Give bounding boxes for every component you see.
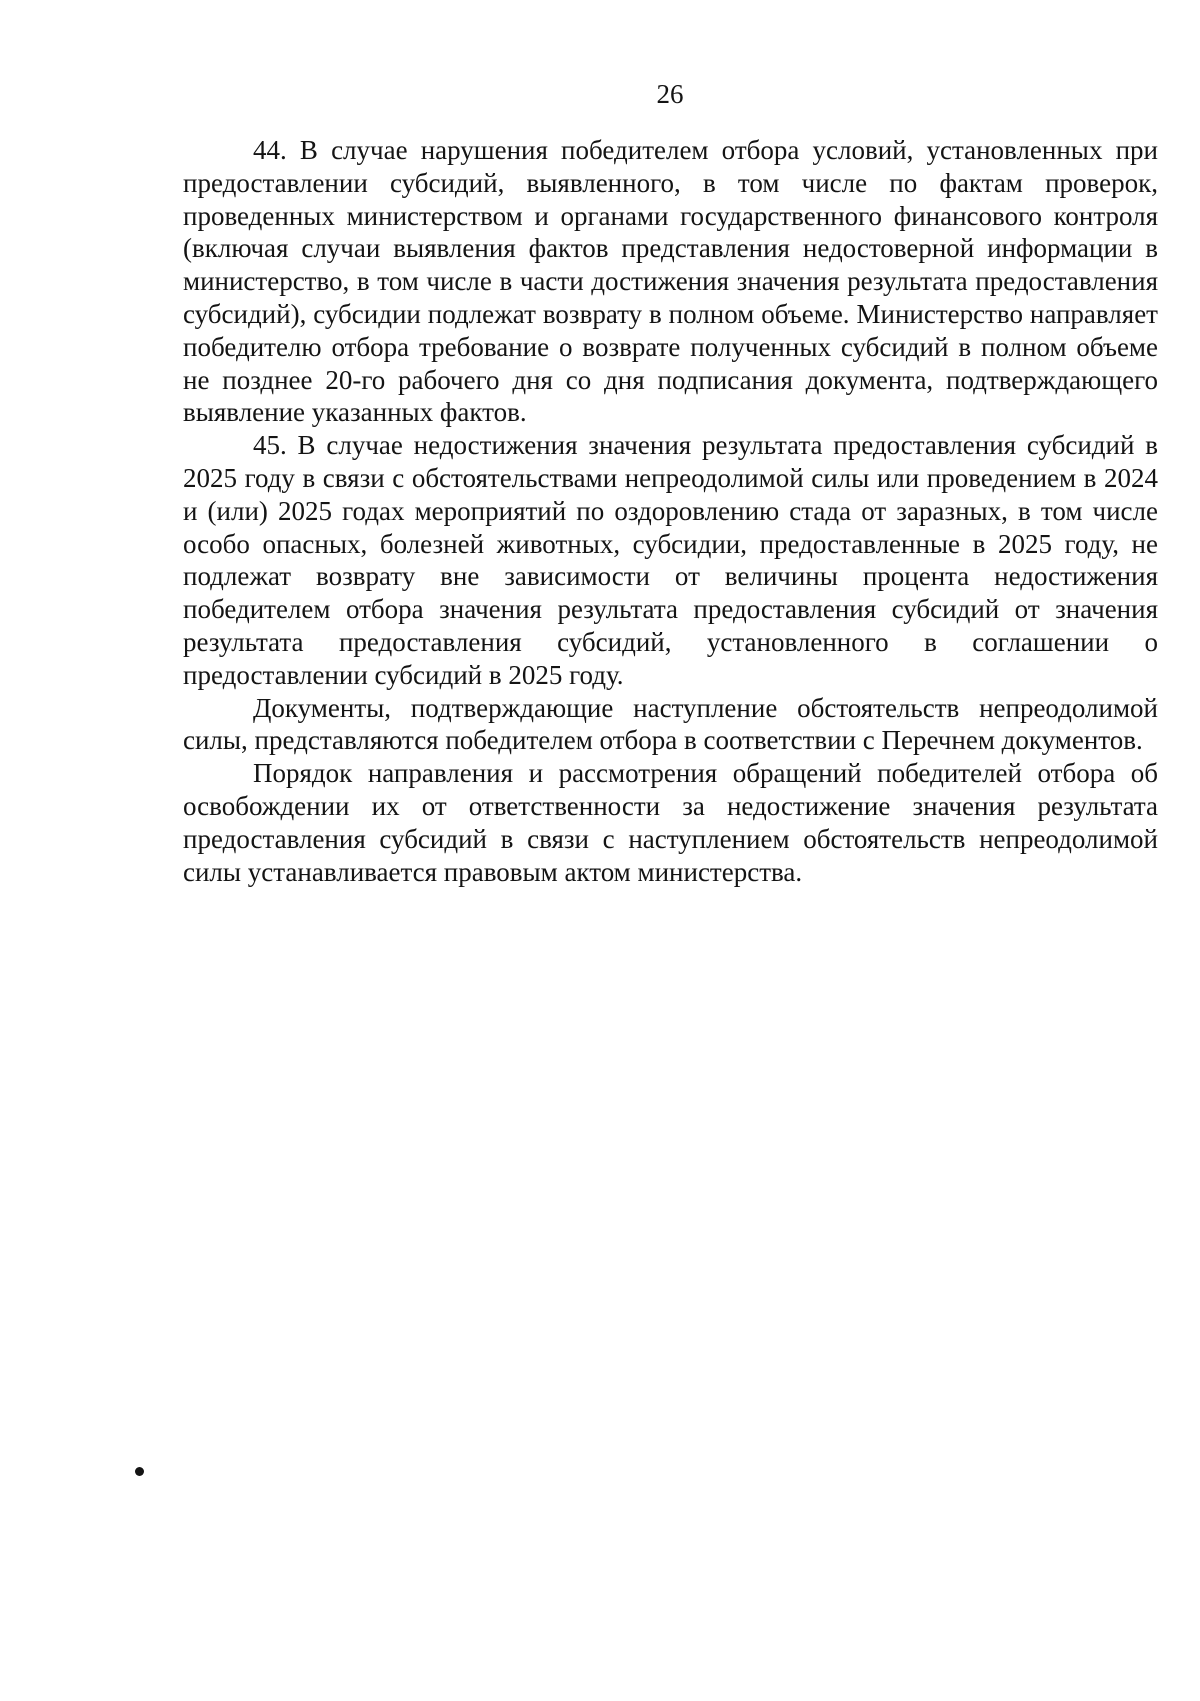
bullet-dot bbox=[135, 1467, 144, 1476]
document-body bbox=[183, 134, 1158, 888]
paragraph-45: 45. В случае недостижения значения результата предоставления субсидий в 2025 году в связи с обстоятельствами непреодолимой силы или проведением в 2024 и (или) 2025 годах мероприятий по оздоровлению стада от заразных, в том числе особо опасных, болезней животных, субсидии, предоставленные в 2025 году, не подлежат возврату вне зависимости от величины процента недостижения победителем отбора значения результата предоставления субсидий от значения результата предоставления субсидий, установленного в соглашении о предоставлении субсидий в 2025 году. bbox=[183, 430, 1158, 690]
page-number: 26 bbox=[656, 79, 684, 109]
paragraph-force-majeure-documents: Документы, подтверждающие наступление обстоятельств непреодолимой силы, представляются победителем отбора в соответствии с Перечнем документов. bbox=[183, 692, 1158, 756]
paragraph-appeal-procedure: Порядок направления и рассмотрения обращений победителей отбора об освобождении их от ответственности за недостижение значения результата предоставления субсидий в связи с наступлением обстоятельств непреодолимой силы устанавливается правовым актом министерства. bbox=[183, 758, 1158, 887]
paragraph-44: 44. В случае нарушения победителем отбора условий, установленных при предоставлении субсидий, выявленного, в том числе по фактам проверок, проведенных министерством и органами государственного финансового контроля (включая случаи выявления фактов представления недостоверной информации в министерство, в том числе в части достижения значения результата предоставления субсидий), субсидии подлежат возврату в полном объеме. Министерство направляет победителю отбора требование о возврате полученных субсидий в полном объеме не позднее 20-го рабочего дня со дня подписания документа, подтверждающего выявление указанных фактов. bbox=[183, 135, 1158, 428]
